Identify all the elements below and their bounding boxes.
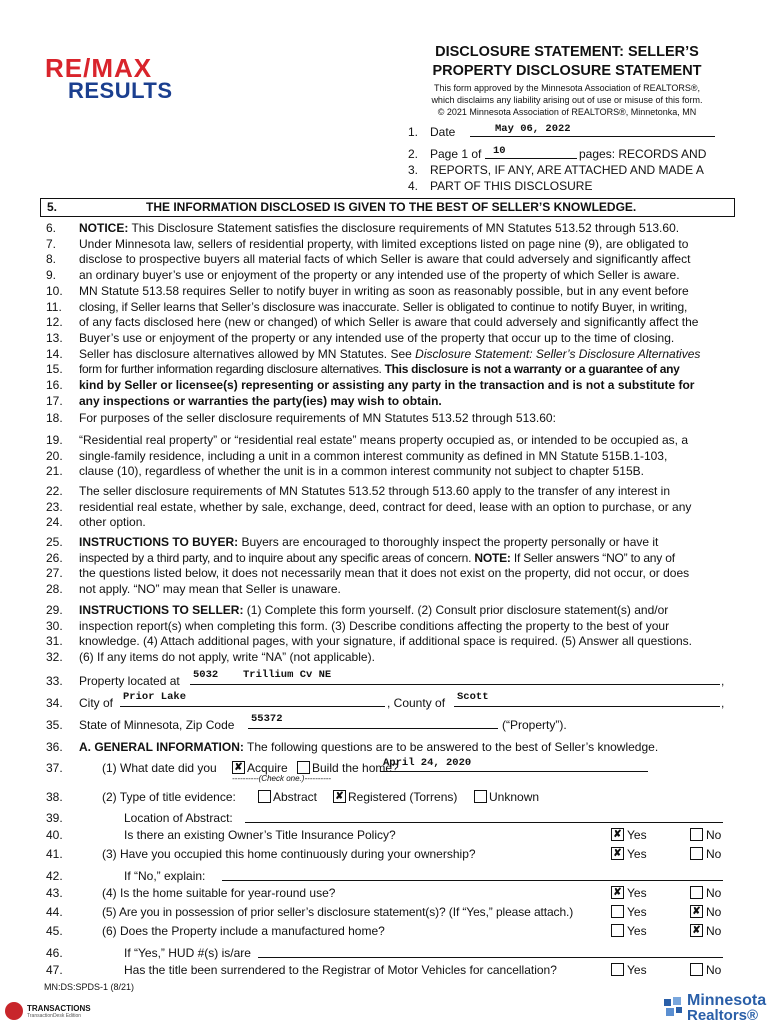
line-number: 38. [46, 790, 63, 804]
zip-label: State of Minnesota, Zip Code [79, 718, 235, 732]
prior-disclosure-question: (5) Are you in possession of prior seller’s disclosure statement(s)? (If “Yes,” please attach.) [102, 905, 574, 919]
line-numbers-25: 25. 26. 27. 28. [46, 535, 63, 597]
acquire-date-field[interactable]: April 24, 2020 [383, 757, 472, 769]
line-number: 40. [46, 828, 63, 842]
form-title-line2: PROPERTY DISCLOSURE STATEMENT [432, 63, 702, 79]
location-abstract-label: Location of Abstract: [124, 811, 233, 825]
no-label: No [706, 886, 722, 900]
line-number: 34. [46, 696, 63, 710]
q1-label: (1) What date did you [102, 761, 217, 775]
prior-disclosure-no-checkbox[interactable]: ✘ [690, 905, 703, 918]
no-label: No [706, 847, 722, 861]
yes-label: Yes [627, 847, 647, 861]
general-info-heading: A. GENERAL INFORMATION: The following questions are to be answered to the best of Seller’s knowledge. [79, 740, 659, 754]
explain-field[interactable] [222, 880, 723, 881]
buyer-instructions: INSTRUCTIONS TO BUYER: Buyers are encouraged to thoroughly inspect the property personally or have it inspected by a third party, and to inquire about any specific areas of concern. NOTE: If Seller answers “NO” to any of the questions listed below, it does not necessarily mean that it does not exist on the property, did not occur, or does not apply. “NO” may mean that Seller is unaware. [79, 535, 690, 597]
line-numbers-22: 22. 23. 24. [46, 484, 63, 530]
address-number-field[interactable]: 5032 [193, 669, 219, 681]
comma: , [721, 696, 725, 710]
line-number: 4. [408, 179, 419, 193]
build-label: Build the home? [312, 761, 399, 775]
approval-line1: This form approved by the Minnesota Association of REALTORS®, [434, 83, 700, 93]
no-label: No [706, 963, 722, 977]
county-underline [454, 706, 720, 707]
line-number: 43. [46, 886, 63, 900]
acquire-label: Acquire [247, 761, 288, 775]
line-number: 37. [46, 761, 63, 775]
build-checkbox[interactable] [297, 761, 310, 774]
yes-label: Yes [627, 828, 647, 842]
title-surrendered-yes-checkbox[interactable] [611, 963, 624, 976]
abstract-checkbox[interactable] [258, 790, 271, 803]
hud-field[interactable] [258, 957, 723, 958]
line-number: 39. [46, 811, 63, 825]
property-tag: (“Property”). [502, 718, 567, 732]
no-label: No [706, 924, 722, 938]
notice-paragraph: NOTICE: This Disclosure Statement satisfies the disclosure requirements of MN Statutes 513.52 through 513.60. Under Minnesota law, sellers of residential property, with limited exceptions listed on page nine (9), are obligated to disclose to prospective buyers all material facts of which Seller is aware that could adversely and significantly affect an ordinary buyer’s use or enjoyment of the property or any intended use of the property of which Seller is aware. MN Statute 513.58 requires Seller to notify buyer in writing as soon as reasonably possible, but in any event before closing, if Seller learns that Seller’s disclosure was inaccurate. Seller is obligated to continue to notify Buyer, in writing, of any facts disclosed here (new or changed) of which Seller is aware that could adversely and significantly affect the Buyer’s use or enjoyment of the property or any intended use of the property that occur up to the time of closing. Seller has disclosure alternatives allowed by MN Statutes. See Disclosure Statement: Seller’s Disclosure Alternatives form for further information regarding disclosure alternatives. This disclosure is not a warranty or a guarantee of any kind by Seller or licensee(s) representing or assisting any party in the transaction and is not a substitute for any inspections or warranties the party(ies) may wish to obtain. [79, 221, 701, 408]
unknown-label: Unknown [489, 790, 540, 804]
mn-realtors-icon [663, 996, 683, 1018]
line-number: 1. [408, 125, 419, 139]
knowledge-banner [40, 198, 735, 217]
property-label: Property located at [79, 674, 180, 688]
line-number: 47. [46, 963, 63, 977]
abstract-label: Abstract [273, 790, 318, 804]
owner-policy-yes-checkbox[interactable]: ✘ [611, 828, 624, 841]
county-field[interactable]: Scott [457, 691, 489, 703]
line-number: 44. [46, 905, 63, 919]
occupied-no-checkbox[interactable] [690, 847, 703, 860]
address-underline [190, 684, 720, 685]
seller-instructions: INSTRUCTIONS TO SELLER: (1) Complete this form yourself. (2) Consult prior disclosure statement(s) and/or inspection report(s) when completing this form. (3) Describe conditions affecting the property to the best of your knowledge. (4) Attach additional pages, with your signature, if additional space is required. (5) Answer all questions. (6) If any items do not apply, write “NA” (not applicable). [79, 603, 693, 665]
part-line: PART OF THIS DISCLOSURE [430, 179, 593, 193]
approval-line3: © 2021 Minnesota Association of REALTORS®, Minnetonka, MN [437, 107, 697, 117]
comma: , [721, 674, 725, 688]
page-label: Page 1 of [430, 147, 482, 161]
hud-label: If “Yes,” HUD #(s) is/are [124, 946, 251, 960]
line-number: 36. [46, 740, 63, 754]
pages-underline [485, 158, 577, 159]
city-underline [120, 706, 385, 707]
year-round-no-checkbox[interactable] [690, 886, 703, 899]
approval-line2: which disclaims any liability arising out of use or misuse of this form. [431, 95, 703, 105]
occupied-yes-checkbox[interactable]: ✘ [611, 847, 624, 860]
line-number: 18. [46, 411, 63, 425]
acquire-checkbox[interactable]: ✘ [232, 761, 245, 774]
date-underline [470, 136, 715, 137]
explain-label: If “No,” explain: [124, 869, 206, 883]
title-surrendered-no-checkbox[interactable] [690, 963, 703, 976]
location-abstract-field[interactable] [245, 822, 723, 823]
pages-field[interactable]: 10 [493, 145, 506, 157]
line-number: 45. [46, 924, 63, 938]
owner-policy-no-checkbox[interactable] [690, 828, 703, 841]
zip-field[interactable]: 55372 [251, 713, 283, 725]
q2-label: (2) Type of title evidence: [102, 790, 236, 804]
remax-logo: RE/MAX [45, 53, 153, 83]
unknown-checkbox[interactable] [474, 790, 487, 803]
torrens-checkbox[interactable]: ✘ [333, 790, 346, 803]
year-round-question: (4) Is the home suitable for year-round use? [102, 886, 336, 900]
line-number: 42. [46, 869, 63, 883]
check-one-note: ----------(Check one.)---------- [232, 774, 332, 783]
line-number: 5. [47, 200, 58, 214]
pages-tail: pages: RECORDS AND [579, 147, 707, 161]
line-number: 41. [46, 847, 63, 861]
line-numbers-19: 19. 20. 21. [46, 433, 63, 479]
para-22: The seller disclosure requirements of MN Statutes 513.52 through 513.60 apply to the transfer of any interest in residential real estate, whether by sale, exchange, deed, contract for deed, lease with an option to purchase, or any other option. [79, 484, 692, 530]
records-line: REPORTS, IF ANY, ARE ATTACHED AND MADE A [430, 163, 704, 177]
zip-underline [248, 728, 498, 729]
transactions-logo: TRANSACTIONS TransactionDesk Edition [5, 1000, 100, 1024]
yes-label: Yes [627, 886, 647, 900]
line-number: 33. [46, 674, 63, 688]
prior-disclosure-yes-checkbox[interactable] [611, 905, 624, 918]
acquire-date-underline [380, 771, 648, 772]
manufactured-home-question: (6) Does the Property include a manufactured home? [102, 924, 385, 938]
county-label: , County of [387, 696, 446, 710]
no-label: No [706, 905, 722, 919]
line-number: 46. [46, 946, 63, 960]
torrens-label: Registered (Torrens) [348, 790, 458, 804]
yes-label: Yes [627, 905, 647, 919]
results-logo: RESULTS [68, 78, 173, 103]
transactions-icon [5, 1002, 23, 1020]
banner-text: THE INFORMATION DISCLOSED IS GIVEN TO THE BEST OF SELLER’S KNOWLEDGE. [146, 200, 637, 214]
para-19: “Residential real property” or “residential real estate” means property occupied as, or intended to be occupied as, a single-family residence, including a unit in a common interest community as defined in MN Statute 515B.1-103, clause (10), regardless of whether the unit is in a common interest community not subject to chapter 515B. [79, 433, 688, 479]
para-18: For purposes of the seller disclosure requirements of MN Statutes 513.52 through 513.60: [79, 411, 556, 425]
no-label: No [706, 828, 722, 842]
title-surrendered-question: Has the title been surrendered to the Registrar of Motor Vehicles for cancellation? [124, 963, 557, 977]
date-label: Date [430, 125, 456, 139]
form-title-line1: DISCLOSURE STATEMENT: SELLER’S [435, 44, 699, 60]
year-round-yes-checkbox[interactable]: ✘ [611, 886, 624, 899]
yes-label: Yes [627, 924, 647, 938]
line-number: 2. [408, 147, 419, 161]
line-numbers-notice: 6. 7. 8. 9. 10. 11. 12. 13. 14. 15. 16. 17. [46, 221, 63, 408]
line-numbers-29: 29. 30. 31. 32. [46, 603, 63, 665]
yes-label: Yes [627, 963, 647, 977]
date-field[interactable]: May 06, 2022 [495, 123, 571, 135]
owner-policy-question: Is there an existing Owner’s Title Insurance Policy? [124, 828, 396, 842]
line-number: 3. [408, 163, 419, 177]
address-street-field[interactable]: Trillium Cv NE [243, 669, 332, 681]
city-label: City of [79, 696, 114, 710]
occupied-question: (3) Have you occupied this home continuously during your ownership? [102, 847, 476, 861]
form-code: MN:DS:SPDS-1 (8/21) [44, 982, 135, 992]
manufactured-yes-checkbox[interactable] [611, 924, 624, 937]
line-number: 35. [46, 718, 63, 732]
city-field[interactable]: Prior Lake [123, 691, 187, 703]
manufactured-no-checkbox[interactable]: ✘ [690, 924, 703, 937]
